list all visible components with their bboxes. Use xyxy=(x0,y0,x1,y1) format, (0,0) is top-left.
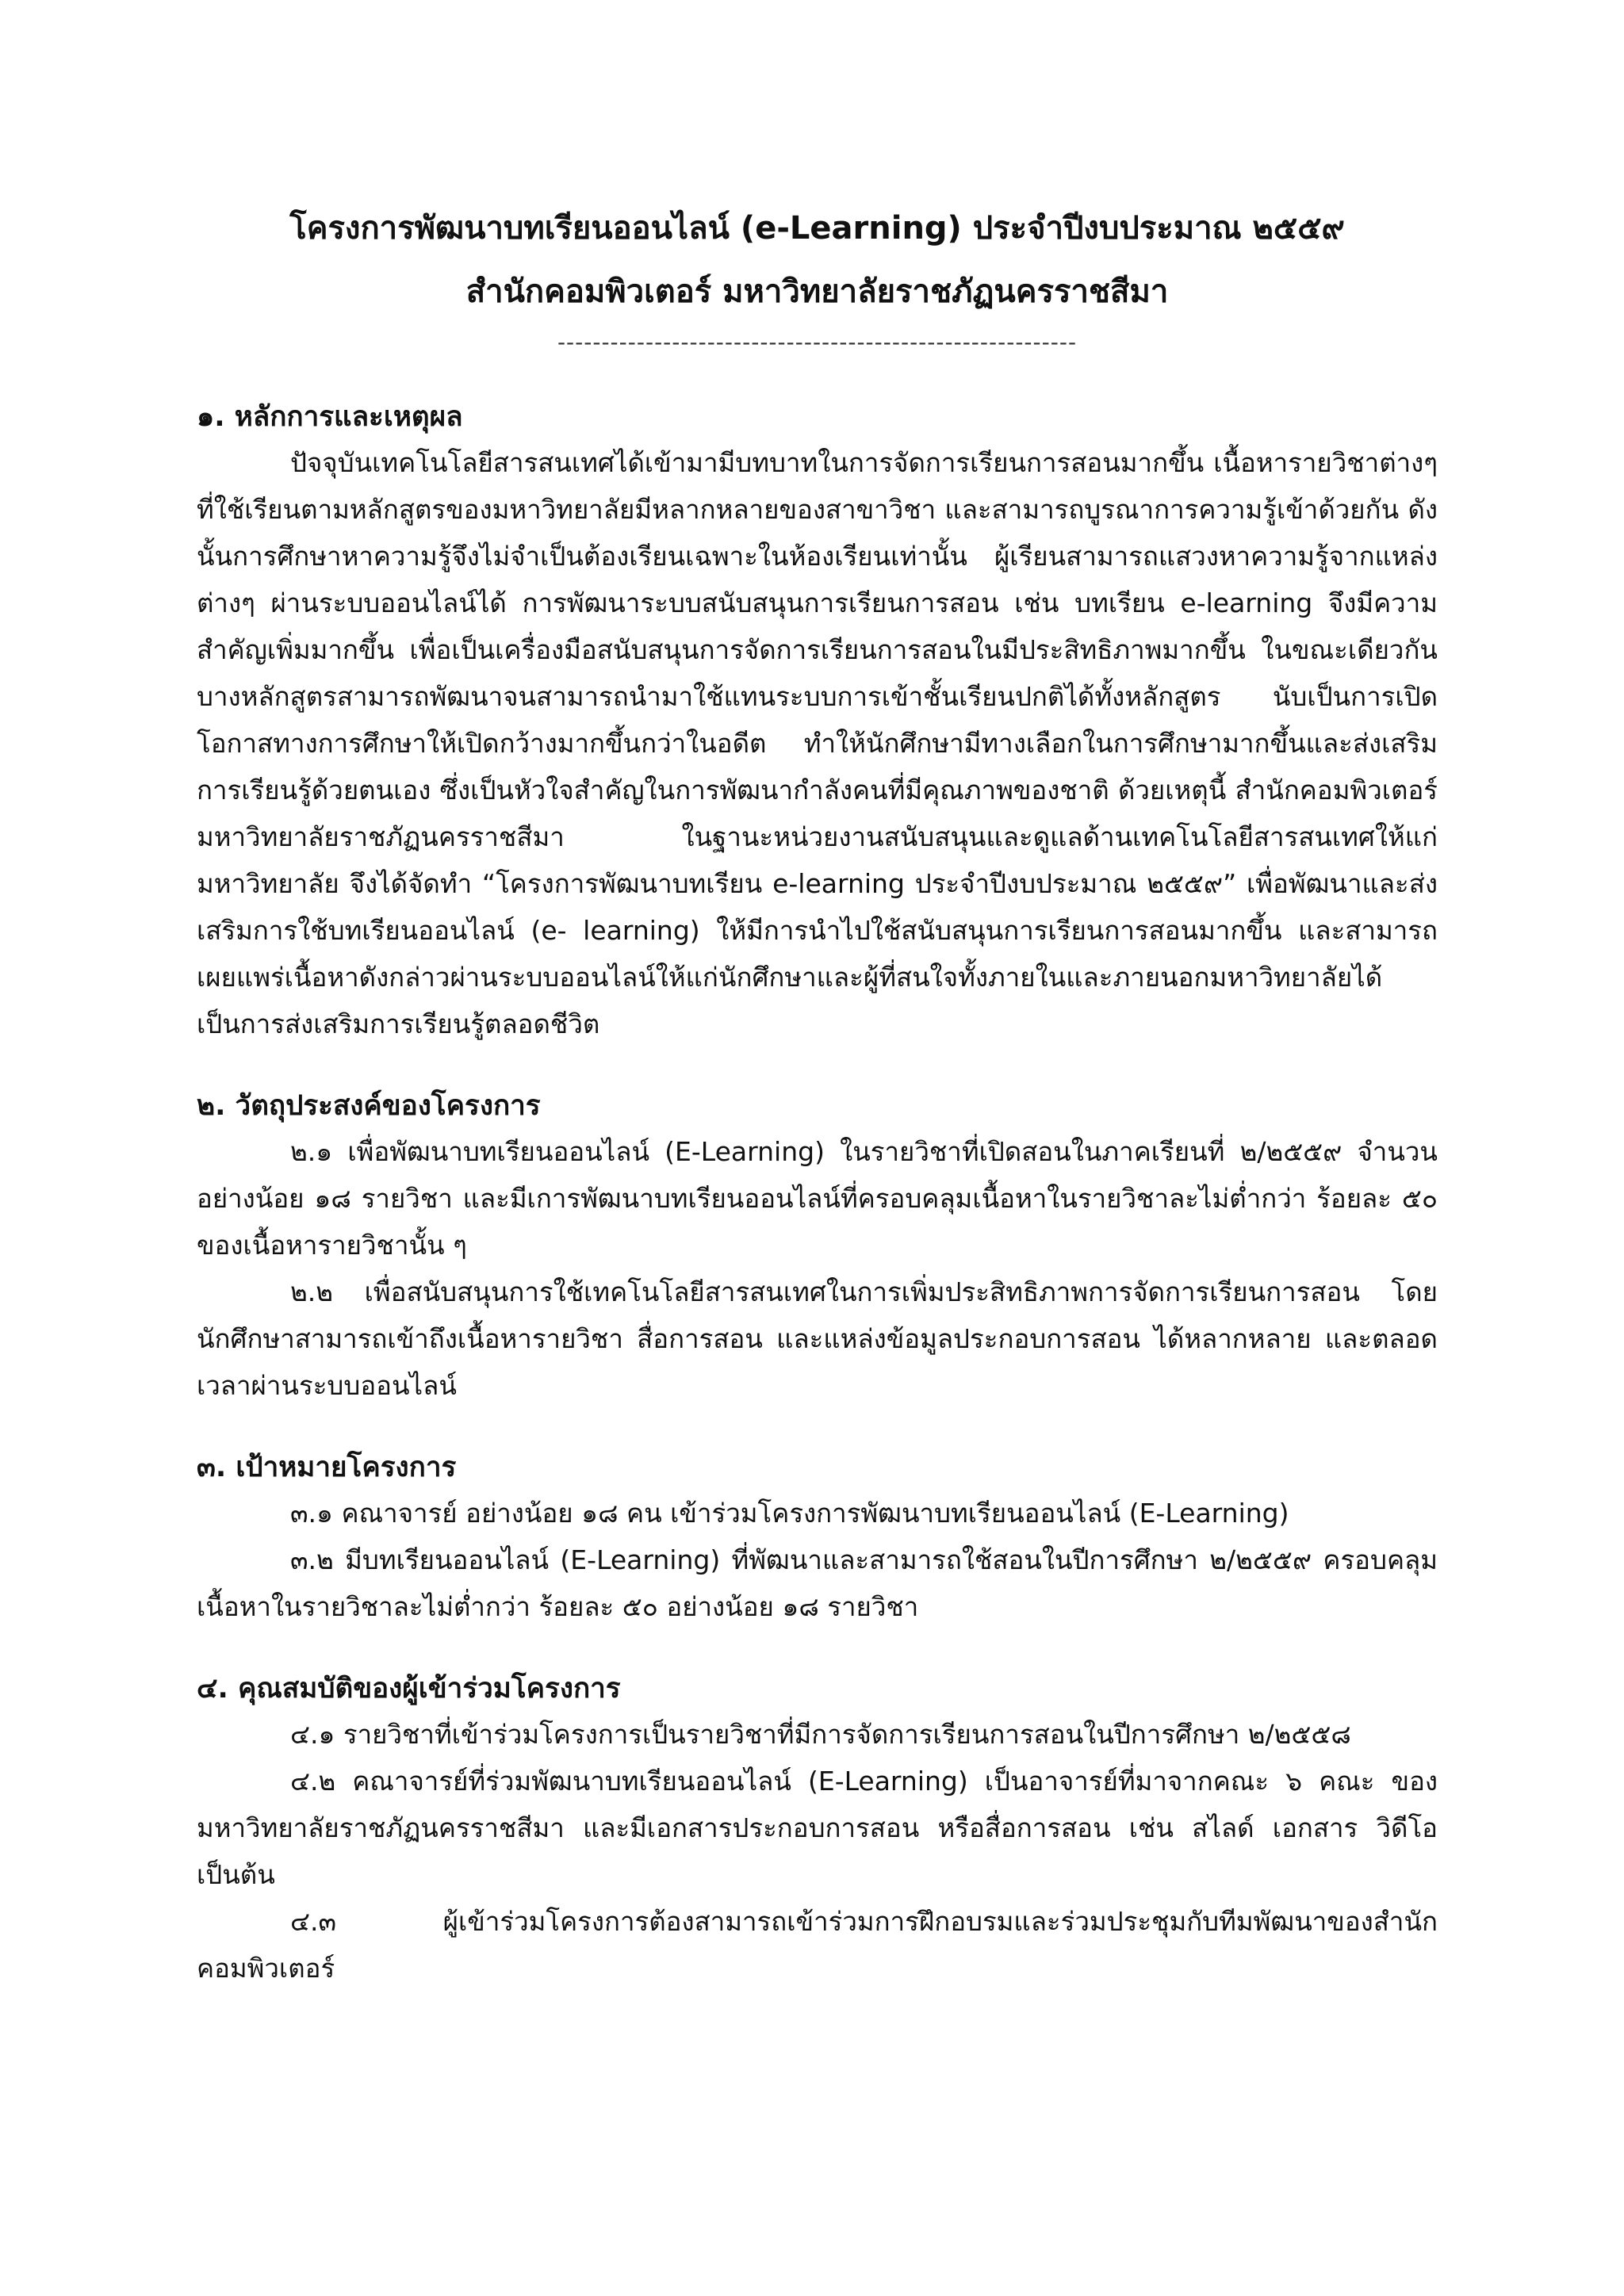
section-paragraph: ๓.๒ มีบทเรียนออนไลน์ (E-Learning) ที่พัฒนาและสามารถใช้สอนในปีการศึกษา ๒/๒๕๕๙ ครอบคลุมเนื้อหาในรายวิชาละไม่ต่ำกว่า ร้อยละ ๕๐ อย่างน้อย ๑๘ รายวิชา xyxy=(197,1544,1438,1622)
document-title-line-2: สำนักคอมพิวเตอร์ มหาวิทยาลัยราชภัฏนครราชสีมา xyxy=(465,274,1169,310)
section-heading: ๒. วัตถุประสงค์ของโครงการ xyxy=(197,1090,541,1122)
section-heading: ๔. คุณสมบัติของผู้เข้าร่วมโครงการ xyxy=(197,1673,621,1705)
section-paragraph: ปัจจุบันเทคโนโลยีสารสนเทศได้เข้ามามีบทบาทในการจัดการเรียนการสอนมากขึ้น เนื้อหารายวิชาต่างๆ ที่ใช้เรียนตามหลักสูตรของมหาวิทยาลัยมีหลากหลายของสาขาวิชา และสามารถบูรณาการความรู้เข้าด้วยกัน ดังนั้นการศึกษาหาความรู้จึงไม่จำเป็นต้องเรียนเฉพาะในห้องเรียนเท่านั้น ผู้เรียนสามารถแสวงหาความรู้จากแหล่งต่างๆ ผ่านระบบออนไลน์ได้ การพัฒนาระบบสนับสนุนการเรียนการสอน เช่น บทเรียน e-learning จึงมีความสำคัญเพิ่มมากขึ้น เพื่อเป็นเครื่องมือสนับสนุนการจัดการเรียนการสอนในมีประสิทธิภาพมากขึ้น ในขณะเดียวกันบางหลักสูตรสามารถพัฒนาจนสามารถนำมาใช้แทนระบบการเข้าชั้นเรียนปกติได้ทั้งหลักสูตร นับเป็นการเปิดโอกาสทางการศึกษาให้เปิดกว้างมากขึ้นกว่าในอดีต ทำให้นักศึกษามีทางเลือกในการศึกษามากขึ้นและส่งเสริมการเรียนรู้ด้วยตนเอง ซึ่งเป็นหัวใจสำคัญในการพัฒนากำลังคนที่มีคุณภาพของชาติ ด้วยเหตุนี้ สำนักคอมพิวเตอร์ มหาวิทยาลัยราชภัฏนครราชสีมา ในฐานะหน่วยงานสนับสนุนและดูแลด้านเทคโนโลยีสารสนเทศให้แก่มหาวิทยาลัย จึงได้จัดทำ “โครงการพัฒนาบทเรียน e-learning ประจำปีงบประมาณ ๒๕๕๙” เพื่อพัฒนาและส่งเสริมการใช้บทเรียนออนไลน์ (e- learning) ให้มีการนำไปใช้สนับสนุนการเรียนการสอนมากขึ้น และสามารถเผยแพร่เนื้อหาดังกล่าวผ่านระบบออนไลน์ให้แก่นักศึกษาและผู้ที่สนใจทั้งภายในและภายนอกมหาวิทยาลัยได้ เป็นการส่งเสริมการเรียนรู้ตลอดชีวิต xyxy=(197,447,1438,1039)
section-paragraph: ๔.๒ คณาจารย์ที่ร่วมพัฒนาบทเรียนออนไลน์ (E-Learning) เป็นอาจารย์ที่มาจากคณะ ๖ คณะ ของมหาวิทยาลัยราชภัฏนครราชสีมา และมีเอกสารประกอบการสอน หรือสื่อการสอน เช่น สไลด์ เอกสาร วิดีโอ เป็นต้น xyxy=(197,1766,1438,1890)
section-objectives xyxy=(197,1084,1438,1409)
title-divider: ----------------------------------------------------------- xyxy=(557,329,1078,355)
section-paragraph: ๒.๒ เพื่อสนับสนุนการใช้เทคโนโลยีสารสนเทศในการเพิ่มประสิทธิภาพการจัดการเรียนการสอน โดยนักศึกษาสามารถเข้าถึงเนื้อหารายวิชา สื่อการสอน และแหล่งข้อมูลประกอบการสอน ได้หลากหลาย และตลอดเวลาผ่านระบบออนไลน์ xyxy=(197,1276,1438,1401)
section-heading: ๑. หลักการและเหตุผล xyxy=(197,401,463,433)
section-goals xyxy=(197,1445,1438,1630)
section-principles xyxy=(197,395,1438,1047)
document-header xyxy=(197,197,1438,358)
section-paragraph: ๔.๑ รายวิชาที่เข้าร่วมโครงการเป็นรายวิชาที่มีการจัดการเรียนการสอนในปีการศึกษา ๒/๒๕๕๘ xyxy=(290,1719,1351,1750)
section-heading: ๓. เป้าหมายโครงการ xyxy=(197,1452,457,1483)
document-title-line-1: โครงการพัฒนาบทเรียนออนไลน์ (e-Learning) ประจำปีงบประมาณ ๒๕๕๙ xyxy=(289,210,1345,247)
section-paragraph: ๒.๑ เพื่อพัฒนาบทเรียนออนไลน์ (E-Learning) ในรายวิชาที่เปิดสอนในภาคเรียนที่ ๒/๒๕๕๙ จำนวนอย่างน้อย ๑๘ รายวิชา และมีเการพัฒนาบทเรียนออนไลน์ที่ครอบคลุมเนื้อหาในรายวิชาละไม่ต่ำกว่า ร้อยละ ๕๐ ของเนื้อหารายวิชานั้น ๆ xyxy=(197,1136,1438,1261)
section-paragraph: ๓.๑ คณาจารย์ อย่างน้อย ๑๘ คน เข้าร่วมโครงการพัฒนาบทเรียนออนไลน์ (E-Learning) xyxy=(290,1498,1289,1529)
section-paragraph: ๔.๓ ผู้เข้าร่วมโครงการต้องสามารถเข้าร่วมการฝึกอบรมและร่วมประชุมกับทีมพัฒนาของสำนักคอมพิวเตอร์ xyxy=(197,1906,1438,1984)
document-content xyxy=(197,197,1438,1992)
section-qualifications xyxy=(197,1667,1438,1992)
